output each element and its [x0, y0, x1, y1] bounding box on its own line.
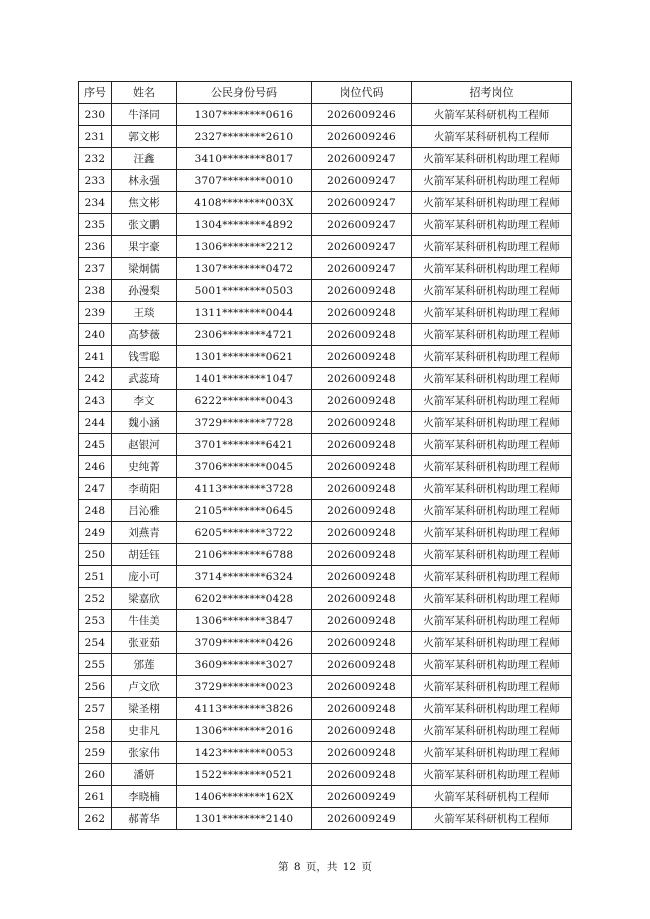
cell-idc: 2327********2610 — [177, 126, 312, 148]
cell-idc: 6222********0043 — [177, 390, 312, 412]
cell-post: 火箭军某科研机构工程师 — [412, 126, 572, 148]
cell-post: 火箭军某科研机构助理工程师 — [412, 280, 572, 302]
table-header-row — [79, 82, 572, 104]
footer-total-pages: 12 — [342, 861, 357, 873]
cell-seq: 241 — [79, 346, 112, 368]
cell-name: 胡廷钰 — [112, 544, 177, 566]
table-row — [79, 434, 572, 456]
cell-seq: 232 — [79, 148, 112, 170]
cell-seq: 245 — [79, 434, 112, 456]
cell-idc: 1401********1047 — [177, 368, 312, 390]
cell-code: 2026009248 — [312, 522, 412, 544]
cell-name: 张家伟 — [112, 742, 177, 764]
cell-seq: 237 — [79, 258, 112, 280]
cell-name: 郝菁华 — [112, 808, 177, 830]
cell-seq: 255 — [79, 654, 112, 676]
table-row — [79, 214, 572, 236]
header-post: 招考岗位 — [412, 82, 572, 104]
cell-post: 火箭军某科研机构助理工程师 — [412, 720, 572, 742]
cell-post: 火箭军某科研机构助理工程师 — [412, 610, 572, 632]
cell-post: 火箭军某科研机构助理工程师 — [412, 764, 572, 786]
cell-name: 牛泽同 — [112, 104, 177, 126]
cell-seq: 253 — [79, 610, 112, 632]
cell-name: 刘燕青 — [112, 522, 177, 544]
cell-post: 火箭军某科研机构助理工程师 — [412, 148, 572, 170]
cell-code: 2026009248 — [312, 742, 412, 764]
cell-idc: 3609********3027 — [177, 654, 312, 676]
cell-idc: 2105********0645 — [177, 500, 312, 522]
cell-post: 火箭军某科研机构助理工程师 — [412, 500, 572, 522]
cell-idc: 1307********0616 — [177, 104, 312, 126]
cell-name: 焦文彬 — [112, 192, 177, 214]
cell-post: 火箭军某科研机构助理工程师 — [412, 412, 572, 434]
cell-name: 梁嘉欣 — [112, 588, 177, 610]
cell-seq: 257 — [79, 698, 112, 720]
table-row — [79, 654, 572, 676]
cell-name: 史纯菁 — [112, 456, 177, 478]
cell-code: 2026009248 — [312, 412, 412, 434]
cell-post: 火箭军某科研机构助理工程师 — [412, 742, 572, 764]
cell-code: 2026009248 — [312, 368, 412, 390]
cell-code: 2026009248 — [312, 588, 412, 610]
cell-name: 汪鑫 — [112, 148, 177, 170]
cell-idc: 3714********6324 — [177, 566, 312, 588]
table-row — [79, 720, 572, 742]
cell-name: 李萌阳 — [112, 478, 177, 500]
cell-seq: 262 — [79, 808, 112, 830]
cell-code: 2026009246 — [312, 104, 412, 126]
cell-post: 火箭军某科研机构工程师 — [412, 104, 572, 126]
header-post-code: 岗位代码 — [312, 82, 412, 104]
cell-post: 火箭军某科研机构工程师 — [412, 808, 572, 830]
cell-seq: 238 — [79, 280, 112, 302]
table-row — [79, 610, 572, 632]
cell-name: 林永强 — [112, 170, 177, 192]
cell-name: 李文 — [112, 390, 177, 412]
table-row — [79, 280, 572, 302]
cell-idc: 5001********0503 — [177, 280, 312, 302]
cell-seq: 249 — [79, 522, 112, 544]
table-row — [79, 302, 572, 324]
table-row — [79, 390, 572, 412]
table-row — [79, 478, 572, 500]
cell-idc: 4113********3826 — [177, 698, 312, 720]
cell-code: 2026009248 — [312, 610, 412, 632]
footer-suffix: 页 — [361, 861, 372, 873]
cell-idc: 1406********162X — [177, 786, 312, 808]
cell-idc: 3707********0010 — [177, 170, 312, 192]
cell-post: 火箭军某科研机构助理工程师 — [412, 544, 572, 566]
cell-code: 2026009247 — [312, 192, 412, 214]
cell-name: 魏小涵 — [112, 412, 177, 434]
cell-name: 高梦薇 — [112, 324, 177, 346]
cell-name: 卢文欣 — [112, 676, 177, 698]
cell-idc: 1306********2016 — [177, 720, 312, 742]
cell-name: 武蕊琦 — [112, 368, 177, 390]
cell-name: 张亚茹 — [112, 632, 177, 654]
cell-code: 2026009249 — [312, 786, 412, 808]
cell-idc: 4113********3728 — [177, 478, 312, 500]
table-row — [79, 148, 572, 170]
cell-name: 梁炯儒 — [112, 258, 177, 280]
cell-post: 火箭军某科研机构助理工程师 — [412, 346, 572, 368]
cell-code: 2026009248 — [312, 324, 412, 346]
cell-code: 2026009248 — [312, 654, 412, 676]
cell-idc: 1301********2140 — [177, 808, 312, 830]
table-row — [79, 258, 572, 280]
cell-code: 2026009248 — [312, 544, 412, 566]
table-row — [79, 324, 572, 346]
table-row — [79, 698, 572, 720]
cell-code: 2026009248 — [312, 346, 412, 368]
header-id-number: 公民身份号码 — [177, 82, 312, 104]
cell-code: 2026009248 — [312, 632, 412, 654]
cell-post: 火箭军某科研机构助理工程师 — [412, 170, 572, 192]
table-row — [79, 764, 572, 786]
cell-idc: 6205********3722 — [177, 522, 312, 544]
table-row — [79, 236, 572, 258]
cell-code: 2026009248 — [312, 390, 412, 412]
cell-post: 火箭军某科研机构助理工程师 — [412, 654, 572, 676]
cell-code: 2026009248 — [312, 434, 412, 456]
cell-post: 火箭军某科研机构助理工程师 — [412, 566, 572, 588]
cell-idc: 4108********003X — [177, 192, 312, 214]
cell-seq: 256 — [79, 676, 112, 698]
cell-seq: 231 — [79, 126, 112, 148]
cell-seq: 243 — [79, 390, 112, 412]
table-row — [79, 742, 572, 764]
cell-seq: 239 — [79, 302, 112, 324]
cell-code: 2026009248 — [312, 764, 412, 786]
cell-idc: 1307********0472 — [177, 258, 312, 280]
footer-page-number: 8 — [293, 861, 301, 873]
cell-seq: 246 — [79, 456, 112, 478]
table-row — [79, 456, 572, 478]
table-row — [79, 588, 572, 610]
cell-post: 火箭军某科研机构助理工程师 — [412, 478, 572, 500]
table-row — [79, 566, 572, 588]
cell-seq: 244 — [79, 412, 112, 434]
cell-idc: 1311********0044 — [177, 302, 312, 324]
cell-name: 牛佳美 — [112, 610, 177, 632]
cell-idc: 3729********7728 — [177, 412, 312, 434]
cell-post: 火箭军某科研机构助理工程师 — [412, 698, 572, 720]
cell-code: 2026009248 — [312, 566, 412, 588]
header-seq: 序号 — [79, 82, 112, 104]
cell-code: 2026009246 — [312, 126, 412, 148]
cell-idc: 2306********4721 — [177, 324, 312, 346]
cell-code: 2026009247 — [312, 170, 412, 192]
cell-seq: 252 — [79, 588, 112, 610]
cell-post: 火箭军某科研机构助理工程师 — [412, 368, 572, 390]
table-row — [79, 368, 572, 390]
cell-name: 赵银河 — [112, 434, 177, 456]
footer-prefix: 第 — [278, 861, 289, 873]
cell-code: 2026009248 — [312, 720, 412, 742]
cell-name: 郭文彬 — [112, 126, 177, 148]
cell-name: 果宇豪 — [112, 236, 177, 258]
cell-idc: 6202********0428 — [177, 588, 312, 610]
cell-code: 2026009247 — [312, 236, 412, 258]
cell-post: 火箭军某科研机构助理工程师 — [412, 434, 572, 456]
cell-idc: 3729********0023 — [177, 676, 312, 698]
table-row — [79, 632, 572, 654]
page-footer — [0, 859, 650, 874]
table-row — [79, 104, 572, 126]
cell-idc: 3709********0426 — [177, 632, 312, 654]
cell-post: 火箭军某科研机构工程师 — [412, 786, 572, 808]
cell-seq: 230 — [79, 104, 112, 126]
cell-post: 火箭军某科研机构助理工程师 — [412, 192, 572, 214]
header-name: 姓名 — [112, 82, 177, 104]
cell-name: 史非凡 — [112, 720, 177, 742]
cell-seq: 233 — [79, 170, 112, 192]
footer-page-unit: 页，共 — [305, 861, 338, 873]
cell-idc: 1304********4892 — [177, 214, 312, 236]
cell-idc: 3701********6421 — [177, 434, 312, 456]
table-row — [79, 808, 572, 830]
cell-name: 张文鹏 — [112, 214, 177, 236]
cell-code: 2026009247 — [312, 258, 412, 280]
table-row — [79, 126, 572, 148]
table-row — [79, 500, 572, 522]
cell-seq: 247 — [79, 478, 112, 500]
table-row — [79, 544, 572, 566]
cell-seq: 235 — [79, 214, 112, 236]
cell-code: 2026009249 — [312, 808, 412, 830]
cell-seq: 259 — [79, 742, 112, 764]
cell-code: 2026009248 — [312, 676, 412, 698]
cell-idc: 1423********0053 — [177, 742, 312, 764]
cell-idc: 1522********0521 — [177, 764, 312, 786]
cell-code: 2026009247 — [312, 148, 412, 170]
cell-name: 梁圣栩 — [112, 698, 177, 720]
cell-code: 2026009248 — [312, 302, 412, 324]
table-row — [79, 522, 572, 544]
cell-seq: 260 — [79, 764, 112, 786]
cell-seq: 242 — [79, 368, 112, 390]
cell-post: 火箭军某科研机构助理工程师 — [412, 522, 572, 544]
cell-seq: 240 — [79, 324, 112, 346]
cell-name: 潘妍 — [112, 764, 177, 786]
table-row — [79, 412, 572, 434]
cell-post: 火箭军某科研机构助理工程师 — [412, 588, 572, 610]
cell-code: 2026009247 — [312, 214, 412, 236]
cell-idc: 1301********0621 — [177, 346, 312, 368]
cell-code: 2026009248 — [312, 500, 412, 522]
table-row — [79, 192, 572, 214]
cell-post: 火箭军某科研机构助理工程师 — [412, 456, 572, 478]
cell-idc: 3410********8017 — [177, 148, 312, 170]
cell-code: 2026009248 — [312, 698, 412, 720]
cell-name: 钱雪聪 — [112, 346, 177, 368]
cell-post: 火箭军某科研机构助理工程师 — [412, 258, 572, 280]
table-row — [79, 346, 572, 368]
cell-seq: 236 — [79, 236, 112, 258]
cell-idc: 2106********6788 — [177, 544, 312, 566]
cell-post: 火箭军某科研机构助理工程师 — [412, 214, 572, 236]
cell-seq: 258 — [79, 720, 112, 742]
cell-post: 火箭军某科研机构助理工程师 — [412, 302, 572, 324]
cell-seq: 254 — [79, 632, 112, 654]
cell-post: 火箭军某科研机构助理工程师 — [412, 390, 572, 412]
cell-post: 火箭军某科研机构助理工程师 — [412, 676, 572, 698]
cell-seq: 234 — [79, 192, 112, 214]
cell-idc: 1306********2212 — [177, 236, 312, 258]
cell-seq: 248 — [79, 500, 112, 522]
cell-post: 火箭军某科研机构助理工程师 — [412, 236, 572, 258]
cell-idc: 3706********0045 — [177, 456, 312, 478]
table-row — [79, 170, 572, 192]
cell-name: 李晓楠 — [112, 786, 177, 808]
cell-name: 吕沁雅 — [112, 500, 177, 522]
cell-name: 邠莲 — [112, 654, 177, 676]
cell-post: 火箭军某科研机构助理工程师 — [412, 632, 572, 654]
cell-name: 孙漫梨 — [112, 280, 177, 302]
cell-seq: 250 — [79, 544, 112, 566]
cell-name: 王琰 — [112, 302, 177, 324]
cell-post: 火箭军某科研机构助理工程师 — [412, 324, 572, 346]
cell-name: 庞小可 — [112, 566, 177, 588]
cell-seq: 251 — [79, 566, 112, 588]
table-row — [79, 786, 572, 808]
cell-idc: 1306********3847 — [177, 610, 312, 632]
cell-code: 2026009248 — [312, 280, 412, 302]
table-row — [79, 676, 572, 698]
cell-code: 2026009248 — [312, 456, 412, 478]
cell-seq: 261 — [79, 786, 112, 808]
cell-code: 2026009248 — [312, 478, 412, 500]
candidate-table — [78, 81, 572, 830]
